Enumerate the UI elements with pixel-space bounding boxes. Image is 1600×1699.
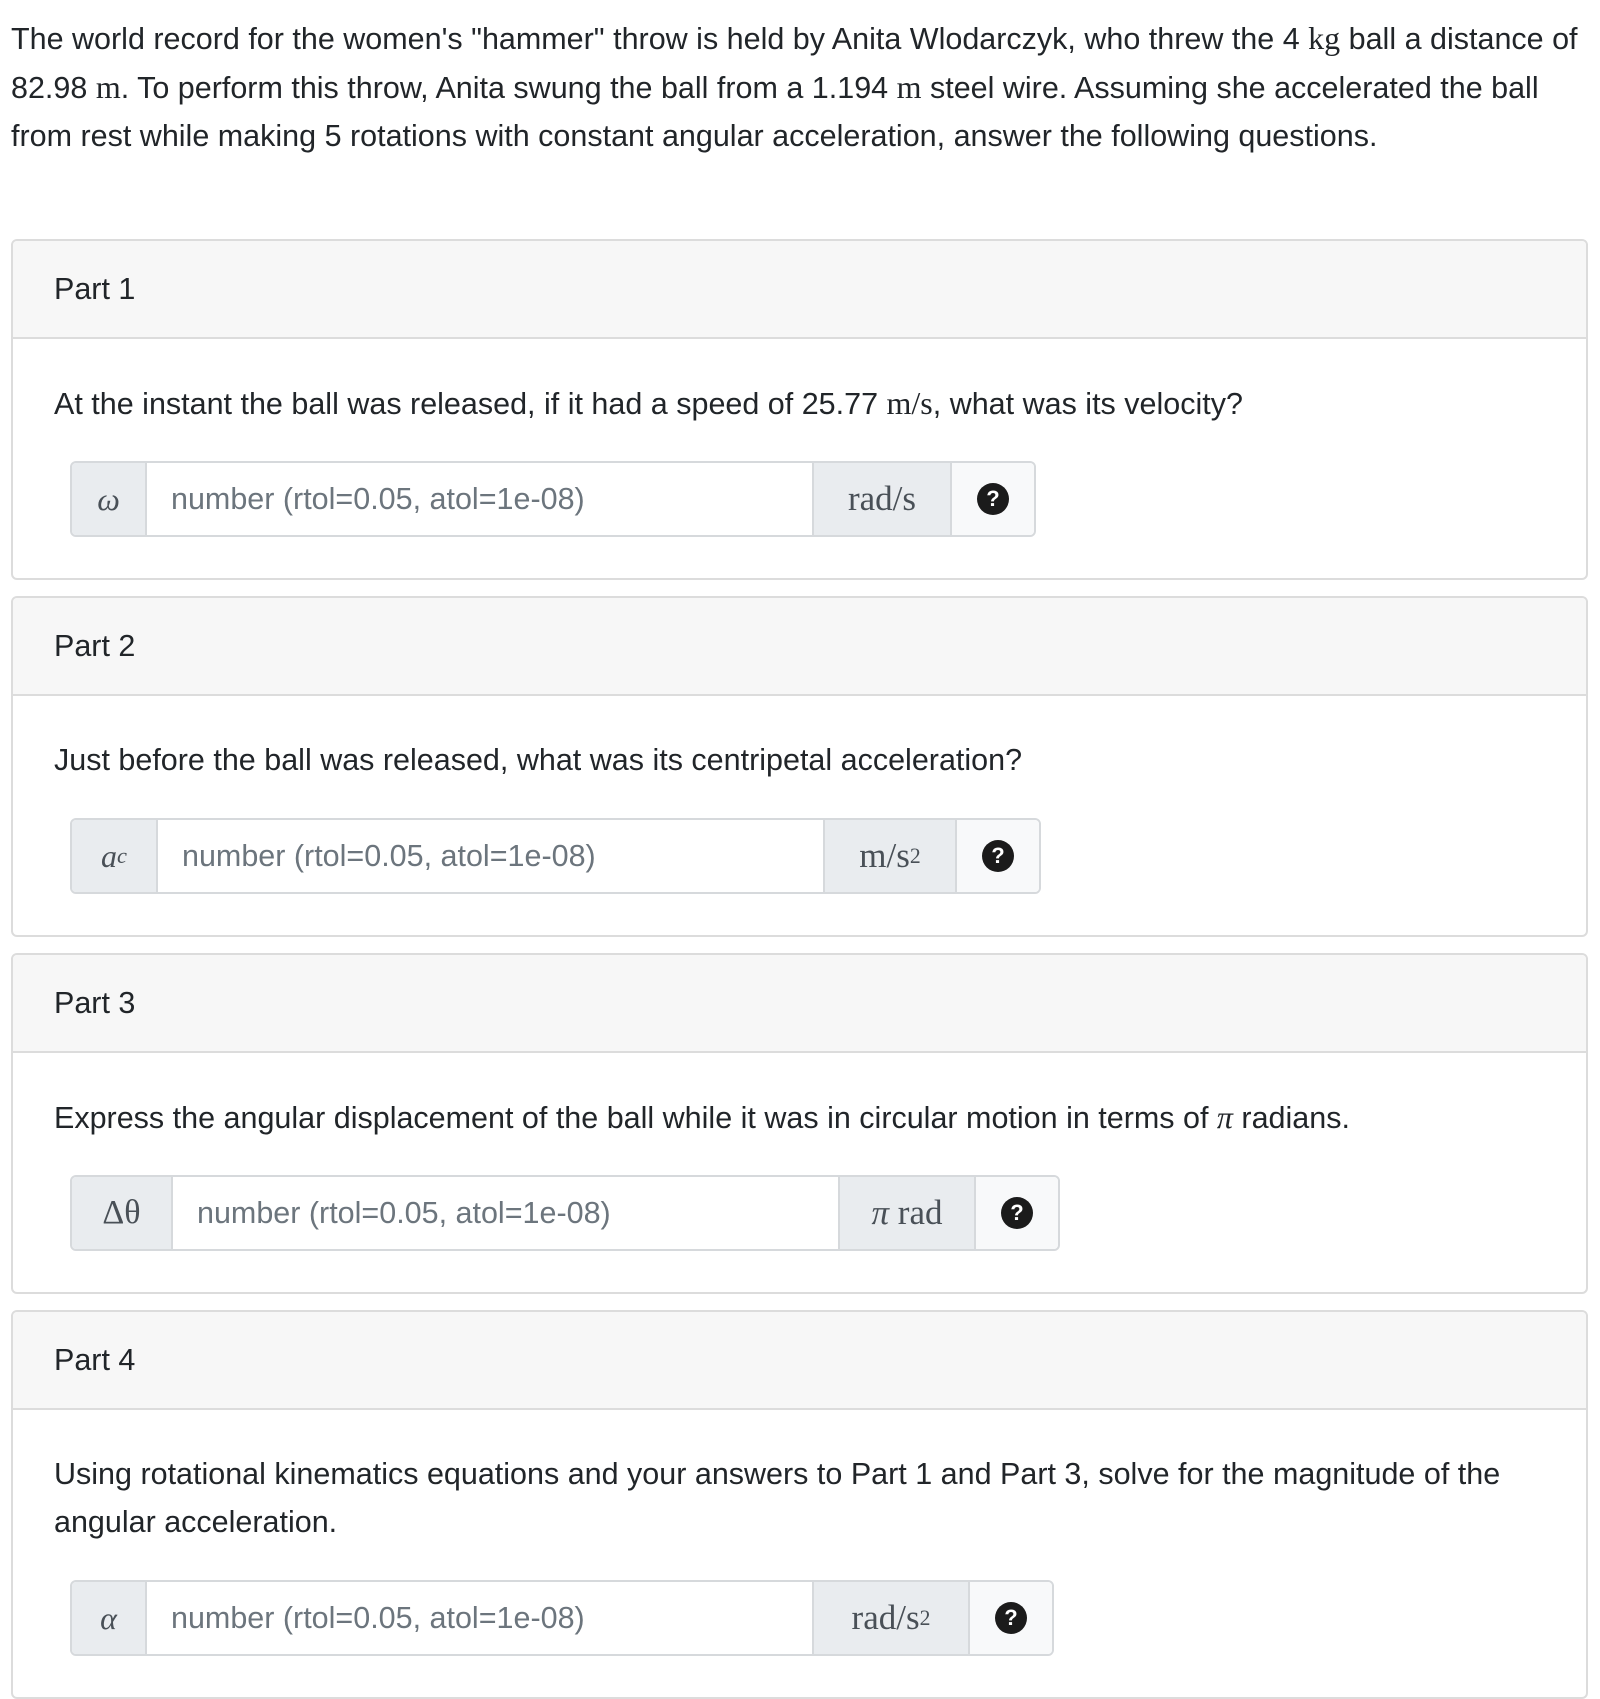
angular-acceleration-input[interactable] (147, 1582, 812, 1654)
part-title: Part 1 (54, 271, 136, 306)
omega-symbol: ω (72, 463, 147, 535)
unit-base: rad/s (851, 1598, 920, 1637)
angular-displacement-input[interactable] (173, 1177, 838, 1249)
unit-base: m/s (859, 836, 910, 875)
angular-displacement-symbol: Δθ (72, 1177, 173, 1249)
question-mark-icon: ? (1001, 1197, 1033, 1229)
intro-text: . To perform this throw, Anita swung the ball from a 1.194 (120, 71, 897, 105)
part-title: Part 3 (54, 985, 136, 1020)
help-button[interactable] (952, 463, 1034, 535)
part-3-answer-group (70, 1175, 1060, 1251)
unit-label: rad/s (812, 463, 952, 535)
question-text: radians. (1232, 1101, 1350, 1135)
centripetal-acceleration-input[interactable] (158, 820, 823, 892)
part-title: Part 2 (54, 628, 136, 663)
question-text: Express the angular displacement of the ball while it was in circular motion in terms of (54, 1101, 1217, 1135)
unit-rad: rad (889, 1193, 943, 1232)
part-3-header (13, 955, 1586, 1053)
question-mark-icon: ? (977, 483, 1009, 515)
mass-unit: kg (1308, 20, 1341, 56)
part-1-header (13, 241, 1586, 339)
part-1-answer-group (70, 461, 1036, 537)
intro-text: steel wire. Assuming she accelerated the ball from rest while making 5 rotations with constant angular acceleration, answer the following questions. (11, 71, 1539, 153)
part-4-question: Using rotational kinematics equations and your answers to Part 1 and Part 3, solve for the magnitude of the angular acceleration. (54, 1457, 1501, 1539)
part-2-header (13, 598, 1586, 696)
problem-statement (11, 14, 1581, 160)
part-1-card (11, 239, 1588, 580)
help-button[interactable] (970, 1582, 1052, 1654)
unit-label: m/s 2 (823, 820, 957, 892)
question-mark-icon: ? (995, 1602, 1027, 1634)
question-mark-icon: ? (982, 840, 1014, 872)
help-button[interactable] (957, 820, 1039, 892)
intro-text: ball a distance of 82.98 (11, 22, 1578, 105)
distance-unit: m (95, 69, 121, 105)
question-text: , what was its velocity? (932, 387, 1243, 421)
unit-label: rad/s 2 (812, 1582, 970, 1654)
omega-answer-input[interactable] (147, 463, 812, 535)
part-1-question (54, 379, 1554, 428)
speed-unit: m/s (886, 385, 933, 421)
part-2-answer-group (70, 818, 1041, 894)
part-4-header (13, 1312, 1586, 1410)
help-button[interactable] (976, 1177, 1058, 1249)
alpha-symbol: α (72, 1582, 147, 1654)
part-2-question: Just before the ball was released, what was its centripetal acceleration? (54, 743, 1023, 777)
wire-unit: m (896, 69, 922, 105)
part-3-question (54, 1093, 1554, 1142)
unit-label (838, 1177, 976, 1249)
part-3-card (11, 953, 1588, 1294)
question-text: At the instant the ball was released, if it had a speed of 25.77 (54, 387, 887, 421)
part-2-card (11, 596, 1588, 937)
unit-pi: π (871, 1193, 890, 1232)
pi-symbol: π (1216, 1099, 1233, 1135)
part-4-answer-group (70, 1580, 1054, 1656)
part-4-card (11, 1310, 1588, 1699)
intro-text: The world record for the women's "hammer" throw is held by Anita Wlodarczyk, who threw the 4 (11, 22, 1309, 56)
centripetal-acceleration-symbol: a c (72, 820, 158, 892)
symbol-base: a (101, 837, 118, 874)
part-title: Part 4 (54, 1342, 136, 1377)
